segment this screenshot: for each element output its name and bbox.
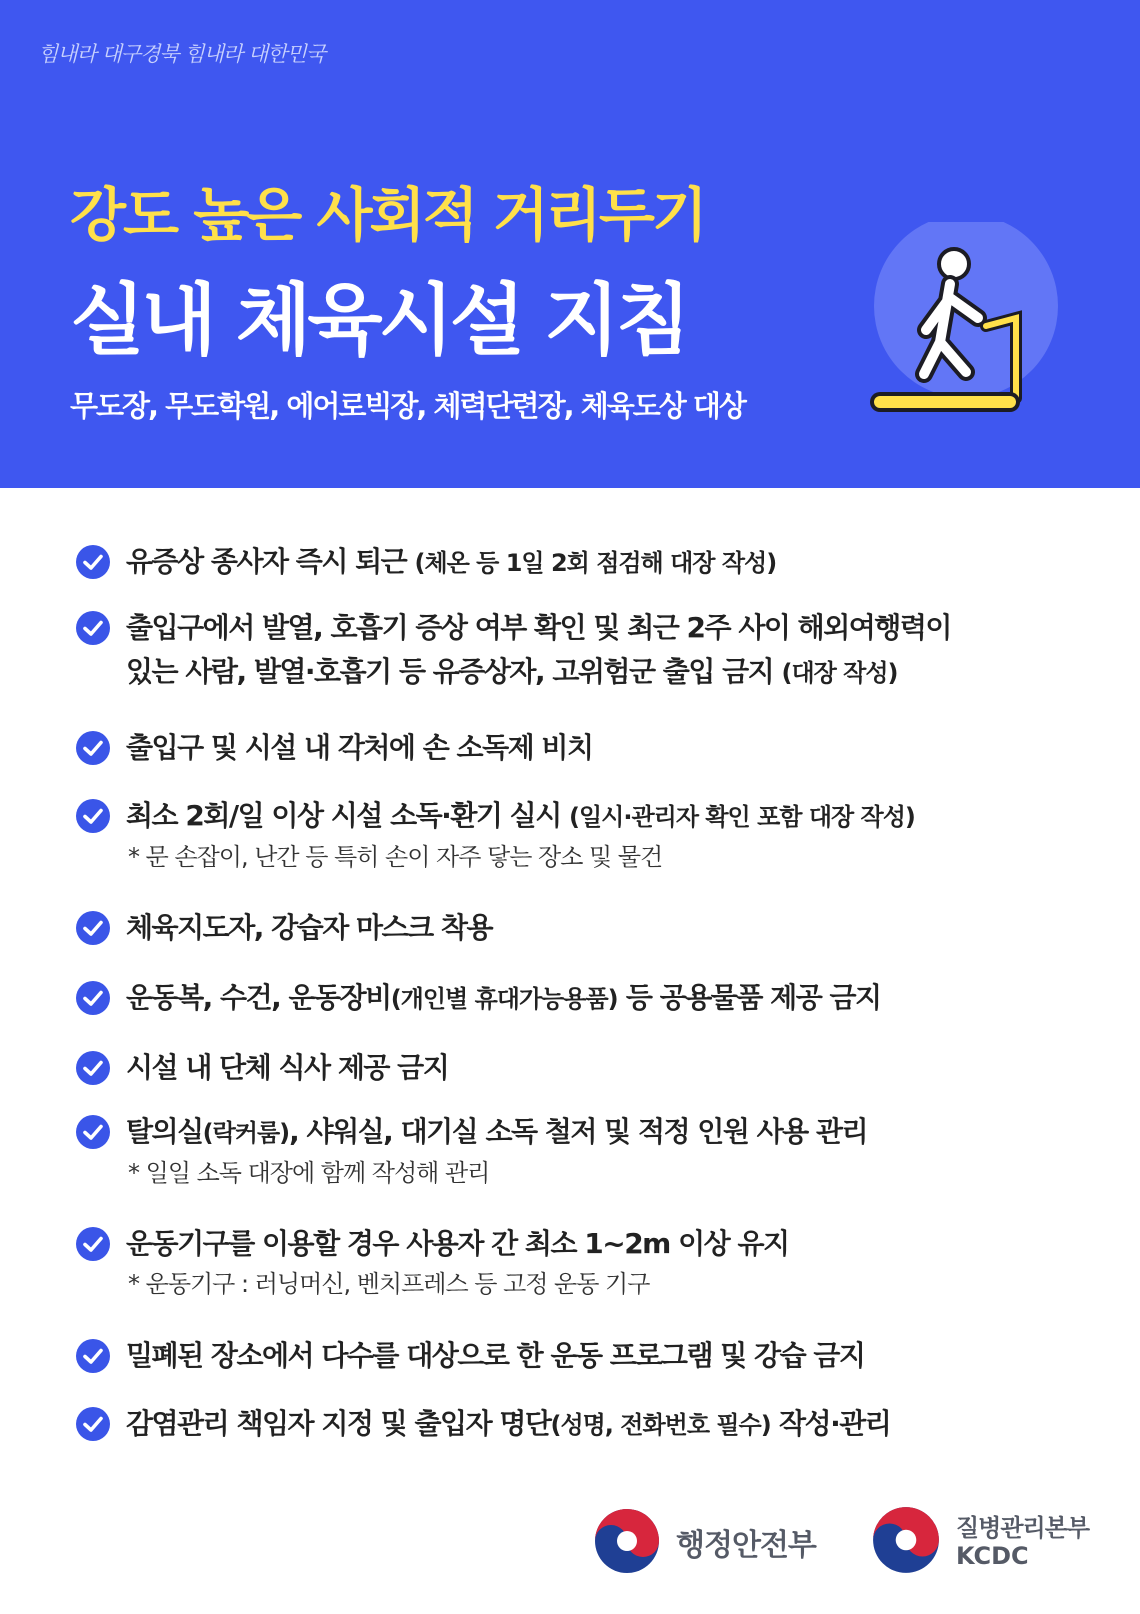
item-main-text-after: 작성·관리 xyxy=(770,1407,891,1440)
header-banner xyxy=(0,0,1140,488)
item-main-text: 출입구 및 시설 내 각처에 손 소독제 비치 xyxy=(126,731,593,764)
list-item xyxy=(76,606,1086,695)
item-main-text: 운동기구를 이용할 경우 사용자 간 최소 1~2m 이상 유지 xyxy=(126,1227,789,1260)
mois-logo xyxy=(592,1506,842,1576)
item-main-text: 밀폐된 장소에서 다수를 대상으로 한 운동 프로그램 및 강습 금지 xyxy=(126,1339,865,1372)
kcdc-logo xyxy=(870,1500,1100,1580)
item-main-text-after: 등 공용물품 제공 금지 xyxy=(617,981,881,1014)
item-text xyxy=(126,1046,1086,1090)
item-text xyxy=(126,1222,1086,1266)
item-main-text: 감염관리 책임자 지정 및 출입자 명단 xyxy=(126,1407,551,1440)
item-text xyxy=(126,906,1086,950)
item-text xyxy=(126,1110,1086,1155)
item-note: (성명, 전화번호 필수) xyxy=(550,1411,771,1439)
org-name-kcdc-ko: 질병관리본부 xyxy=(956,1514,1090,1542)
item-main-text: 출입구에서 발열, 호흡기 증상 여부 확인 및 최근 2주 사이 해외여행력이 xyxy=(126,611,951,644)
check-circle-icon xyxy=(76,545,110,579)
title-main: 실내 체육시설 지침 xyxy=(70,276,688,366)
org-name-kcdc-en: KCDC xyxy=(956,1542,1029,1570)
item-main-text: 탈의실 xyxy=(126,1115,203,1148)
list-item xyxy=(76,906,1086,950)
item-subnote: * 운동기구 : 러닝머신, 벤치프레스 등 고정 운동 기구 xyxy=(128,1270,650,1298)
item-note: (대장 작성) xyxy=(781,659,898,687)
taegeuk-emblem-icon xyxy=(592,1506,662,1576)
target-facilities: 무도장, 무도학원, 에어로빅장, 체력단련장, 체육도상 대상 xyxy=(70,389,745,423)
item-main-text: 시설 내 단체 식사 제공 금지 xyxy=(126,1051,449,1084)
check-circle-icon xyxy=(76,1227,110,1261)
list-item xyxy=(76,976,1086,1021)
check-circle-icon xyxy=(76,731,110,765)
item-note: (락커룸) xyxy=(202,1119,290,1147)
item-text xyxy=(126,976,1086,1021)
check-circle-icon xyxy=(76,1051,110,1085)
item-text xyxy=(126,606,1086,695)
person-on-treadmill-icon xyxy=(866,222,1066,442)
item-note: (체온 등 1일 2회 점검해 대장 작성) xyxy=(414,549,777,577)
item-main-text-2: 있는 사람, 발열·호흡기 등 유증상자, 고위험군 출입 금지 xyxy=(126,655,774,688)
item-note: (일시·관리자 확인 포함 대장 작성) xyxy=(569,803,915,831)
item-main-text: 운동복, 수건, 운동장비 xyxy=(126,981,391,1014)
slogan: 힘내라 대구경북 힘내라 대한민국 xyxy=(38,42,326,66)
check-circle-icon xyxy=(76,799,110,833)
item-second-line xyxy=(126,650,1086,695)
item-note: (개인별 휴대가능용품) xyxy=(390,985,618,1013)
list-item xyxy=(76,540,1086,585)
list-item xyxy=(76,1222,1086,1302)
item-text xyxy=(126,1334,1086,1378)
item-main-text: 유증상 종사자 즉시 퇴근 xyxy=(126,545,407,578)
org-name-mois: 행정안전부 xyxy=(676,1528,816,1563)
list-item xyxy=(76,1402,1086,1447)
list-item xyxy=(76,726,1086,770)
taegeuk-emblem-icon xyxy=(870,1504,942,1576)
item-text xyxy=(126,1402,1086,1447)
item-text xyxy=(126,540,1086,585)
list-item xyxy=(76,1046,1086,1090)
list-item xyxy=(76,1110,1086,1191)
check-circle-icon xyxy=(76,1115,110,1149)
list-item xyxy=(76,794,1086,875)
item-text xyxy=(126,726,1086,770)
item-main-text: 최소 2회/일 이상 시설 소독·환기 실시 xyxy=(126,799,561,832)
item-main-text: 체육지도자, 강습자 마스크 착용 xyxy=(126,911,493,944)
check-circle-icon xyxy=(76,981,110,1015)
item-main-text-after: , 샤워실, 대기실 소독 철저 및 적정 인원 사용 관리 xyxy=(289,1115,868,1148)
check-circle-icon xyxy=(76,1339,110,1373)
title-sub: 강도 높은 사회적 거리두기 xyxy=(70,181,705,249)
list-item xyxy=(76,1334,1086,1378)
item-subnote: * 문 손잡이, 난간 등 특히 손이 자주 닿는 장소 및 물건 xyxy=(128,843,663,871)
item-text xyxy=(126,794,1086,839)
check-circle-icon xyxy=(76,911,110,945)
check-circle-icon xyxy=(76,611,110,645)
item-subnote: * 일일 소독 대장에 함께 작성해 관리 xyxy=(128,1159,490,1187)
check-circle-icon xyxy=(76,1407,110,1441)
